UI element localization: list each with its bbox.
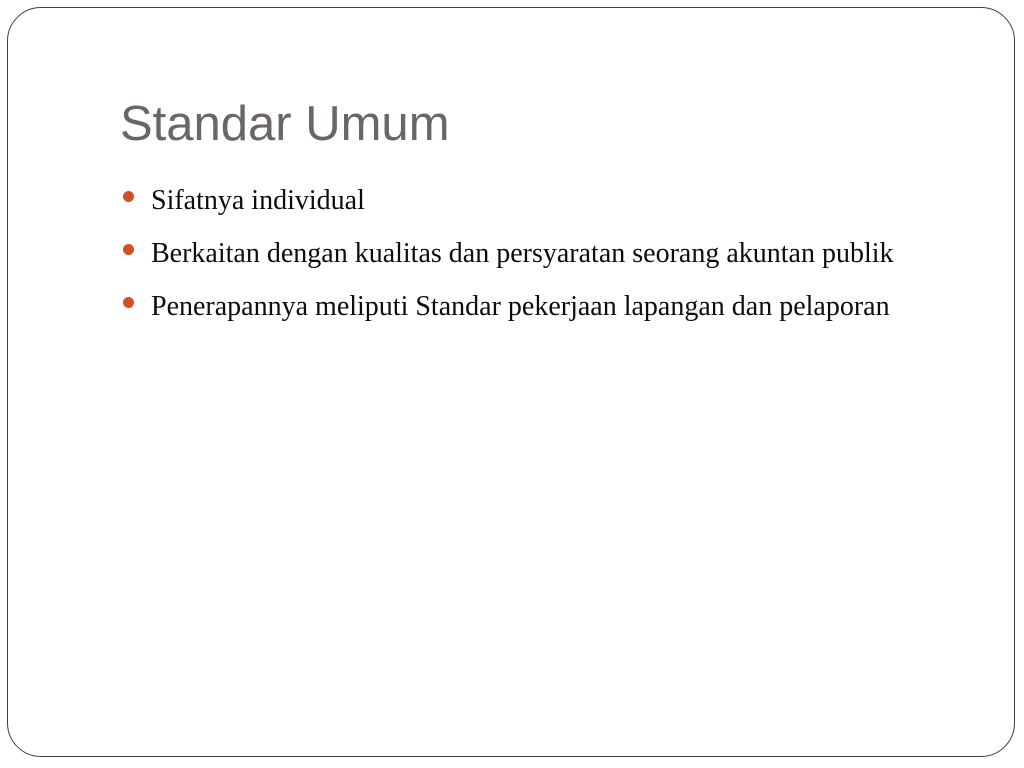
bullet-dot-icon <box>123 297 134 308</box>
bullet-item <box>120 231 940 276</box>
bullet-dot-icon <box>123 191 134 202</box>
slide-title: Standar Umum <box>120 97 450 151</box>
bullet-text: Penerapannya meliputi Standar pekerjaan lapangan dan pelaporan <box>151 291 890 322</box>
bullet-dot-icon <box>123 244 134 255</box>
bullet-list <box>120 178 940 337</box>
bullet-text: Berkaitan dengan kualitas dan persyaratan seorang akuntan publik <box>151 238 894 269</box>
bullet-item <box>120 284 940 329</box>
bullet-item <box>120 178 940 223</box>
slide-frame <box>7 7 1015 757</box>
bullet-text: Sifatnya individual <box>151 185 365 216</box>
